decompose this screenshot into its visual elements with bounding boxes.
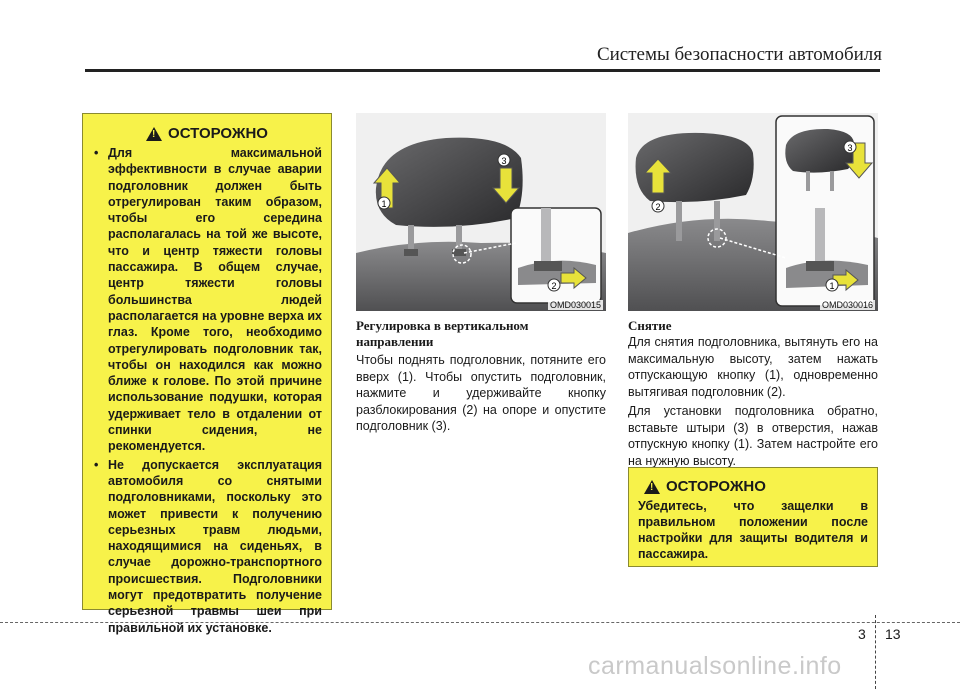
figure-label: 1 <box>829 281 835 291</box>
warning-box-left <box>82 113 332 635</box>
warning-heading <box>92 125 322 142</box>
warning-box-right <box>628 467 878 567</box>
section-body <box>628 334 878 472</box>
section-paragraph: Для установки подголовника обратно, вставьте штыри (3) в отверстия, нажав отпускную кнопку (1). Затем настройте его на нужную высоту. <box>628 404 878 468</box>
section-paragraph: Чтобы поднять подголовник, потяните его вверх (1). Чтобы опустить подголовник, нажмите и удерживайте кнопку разблокирования (2) на опоре и опустите подголовник (3). <box>356 353 606 433</box>
warning-item: • Для максимальной эффективности в случае аварии подголовник должен быть отрегулирован таким образом, чтобы его середина располагалась на той же высоте, что и центр тяжести головы пассажира. В общем случае, центр тяжести головы большинства людей располагается на уровне верха их глаз. Кроме того, необходимо отрегулировать подголовник так, чтобы он находился как можно ближе к голове. По этой причине использование подушки, которая удерживает тело в отдалении от спинки сидения, не рекомендуется. <box>92 145 322 455</box>
figure-code: OMD030016 <box>821 300 873 310</box>
warning-title: ОСТОРОЖНО <box>168 125 268 142</box>
warning-text: Убедитесь, что защелки в правильном положении после настройки для защиты водителя и пассажира. <box>638 499 868 561</box>
warning-title: ОСТОРОЖНО <box>666 478 766 495</box>
figure-label: 2 <box>655 202 661 212</box>
figure-headrest-adjust <box>356 113 606 311</box>
figure-label: 2 <box>551 281 557 291</box>
figure-label: 3 <box>847 143 853 153</box>
page-number: 13 <box>885 626 901 642</box>
footer-rule-horizontal <box>0 622 960 623</box>
figure-label: 3 <box>501 156 507 166</box>
warning-list <box>92 145 322 636</box>
figure-headrest-remove <box>628 113 878 311</box>
figure-label: 1 <box>381 199 387 209</box>
header-rule <box>85 69 880 72</box>
headrest-illustration <box>628 113 878 311</box>
figure-code: OMD030015 <box>549 300 601 310</box>
footer-rule-vertical <box>875 615 876 689</box>
page-header-title: Системы безопасности автомобиля <box>596 44 882 65</box>
section-body <box>356 352 606 435</box>
warning-triangle-icon <box>146 127 162 141</box>
warning-heading <box>638 478 868 495</box>
warning-item: • Не допускается эксплуатация автомобиля со снятыми подголовниками, поскольку это может привести к получению серьезных травм людьми, находящимися на сиденьях, в случае дорожно-транспортного происшествия. Подголовники могут предотвратить получение серьезной травмы шеи при правильной их установке. <box>92 457 322 636</box>
section-caption: Регулировка в вертикальном направлении <box>356 318 529 349</box>
chapter-number: 3 <box>858 626 866 642</box>
headrest-illustration <box>356 113 606 311</box>
warning-triangle-icon <box>644 480 660 494</box>
section-caption: Снятие <box>628 318 672 333</box>
watermark: carmanualsonline.info <box>588 652 842 680</box>
section-paragraph: Для снятия подголовника, вытянуть его на максимальную высоту, затем нажать отпускающую кнопку (1), одновременно вытягивая подголовник (2). <box>628 335 878 399</box>
